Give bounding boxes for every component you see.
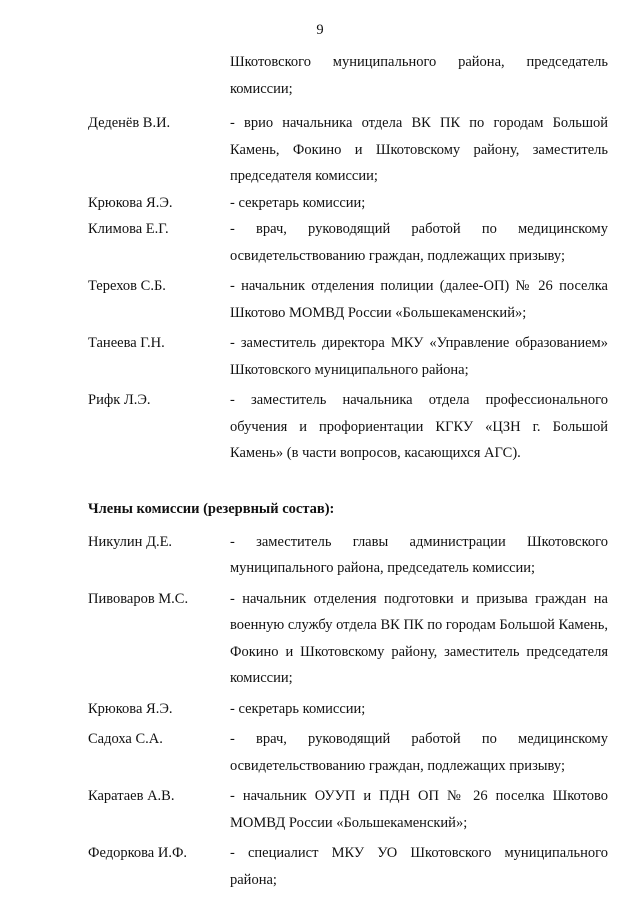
list-item (88, 190, 608, 217)
member-role: - специалист МКУ УО Шкотовского муниципального района; (230, 845, 608, 888)
member-name: Каратаев А.В. (88, 788, 175, 804)
member-name: Деденёв В.И. (88, 115, 171, 131)
member-name: Федоркова И.Ф. (88, 845, 188, 861)
member-role: - заместитель главы администрации Шкотовского муниципального района, председатель комиссии; (230, 533, 608, 576)
member-name: Крюкова Я.Э. (88, 194, 173, 211)
list-item (88, 273, 608, 326)
list-item (88, 330, 608, 383)
member-role: - заместитель директора МКУ «Управление образованием» Шкотовского муниципального района; (230, 335, 608, 378)
list-item (88, 110, 608, 190)
member-role: - начальник отделения подготовки и призыва граждан на военную службу отдела ВК ПК по городам Большой Камень, Фокино и Шкотовскому району, заместитель председателя комиссии; (230, 590, 608, 686)
member-name: Крюкова Я.Э. (88, 700, 173, 717)
member-role: - начальник ОУУП и ПДН ОП № 26 поселка Шкотово МОМВД России «Большекаменский»; (230, 788, 608, 831)
member-name: Терехов С.Б. (88, 278, 166, 294)
list-item (88, 387, 608, 467)
document-body (88, 49, 608, 893)
member-role: - секретарь комиссии; (230, 700, 366, 717)
list-item (88, 783, 608, 836)
list-item (88, 726, 608, 779)
member-name: Климова Е.Г. (88, 221, 169, 237)
member-name: Никулин Д.Е. (88, 533, 173, 550)
list-item (88, 529, 608, 582)
list-item (88, 840, 608, 893)
page-number: 9 (316, 22, 324, 38)
member-role: - врач, руководящий работой по медицинскому освидетельствованию граждан, подлежащих призыву; (230, 731, 608, 774)
member-name: Рифк Л.Э. (88, 392, 151, 408)
member-name: Танеева Г.Н. (88, 335, 165, 351)
list-item-continuation (88, 49, 608, 102)
member-role: - секретарь комиссии; (230, 194, 366, 211)
member-name: Пивоваров М.С. (88, 590, 189, 607)
list-item (88, 586, 608, 692)
section-heading: Члены комиссии (резервный состав): (88, 500, 335, 517)
member-role: - начальник отделения полиции (далее-ОП) № 26 поселка Шкотово МОМВД России «Большекаменский»; (230, 278, 608, 321)
member-name: Садоха С.А. (88, 731, 163, 747)
member-role: - заместитель начальника отдела профессионального обучения и профориентации КГКУ «ЦЗН г. Большой Камень» (в части вопросов, касающихся АГС). (230, 392, 608, 461)
member-role: - врио начальника отдела ВК ПК по городам Большой Камень, Фокино и Шкотовскому району, заместитель председателя комиссии; (230, 115, 608, 184)
member-role: - врач, руководящий работой по медицинскому освидетельствованию граждан, подлежащих призыву; (230, 221, 608, 264)
member-role: Шкотовского муниципального района, председатель комиссии; (230, 54, 608, 97)
list-item (88, 696, 608, 723)
list-item (88, 216, 608, 269)
